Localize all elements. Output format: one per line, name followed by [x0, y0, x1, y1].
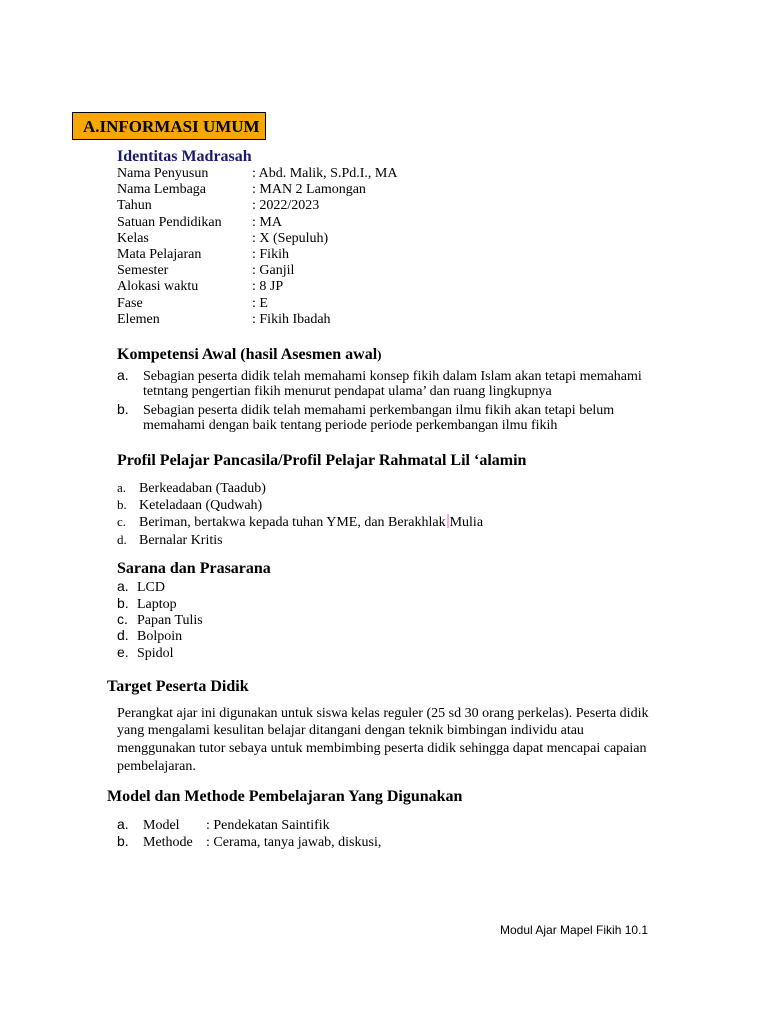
model-value: : Cerama, tanya jawab, diskusi,	[206, 835, 382, 850]
sarana-text: Bolpoin	[137, 629, 183, 644]
identitas-key: Kelas	[117, 231, 149, 246]
identitas-value: : MA	[252, 215, 282, 230]
identitas-row	[117, 312, 331, 328]
kompetensi-text: Sebagian peserta didik telah memahami konsep fikih dalam Islam akan tetapi memahami	[143, 369, 642, 384]
list-marker: e.	[117, 644, 129, 660]
identitas-value: : Fikih	[252, 247, 289, 262]
identitas-row	[117, 263, 294, 279]
sarana-text: LCD	[137, 580, 165, 595]
identitas-value: : 8 JP	[252, 279, 284, 294]
identitas-key: Fase	[117, 296, 143, 311]
identitas-value: : Ganjil	[252, 263, 295, 278]
sarana-item	[117, 644, 174, 662]
text-cursor	[447, 514, 449, 528]
identitas-key: Elemen	[117, 312, 160, 327]
list-marker: b.	[117, 595, 129, 611]
list-marker: c.	[117, 514, 127, 529]
list-marker: a.	[117, 367, 129, 383]
identitas-key: Tahun	[117, 198, 152, 213]
model-value: : Pendekatan Saintifik	[206, 818, 330, 833]
kompetensi-item	[117, 401, 614, 419]
kompetensi-item	[117, 367, 642, 385]
model-key: Model	[143, 818, 180, 833]
target-line: pembelajaran.	[117, 759, 196, 774]
kompetensi-text: Sebagian peserta didik telah memahami perkembangan ilmu fikih akan tetapi belum	[143, 403, 615, 418]
sarana-item	[117, 578, 165, 596]
identitas-key: Nama Penyusun	[117, 166, 209, 181]
identitas-row	[117, 279, 283, 295]
kompetensi-text-continued: tetntang pengertian fikih menurut pendapat ulama’ dan ruang lingkupnya	[143, 384, 552, 399]
model-title: Model dan Methode Pembelajaran Yang Digunakan	[107, 788, 463, 805]
sarana-title: Sarana dan Prasarana	[117, 560, 271, 577]
list-marker: a.	[117, 816, 129, 832]
section-banner: A.INFORMASI UMUM	[72, 112, 266, 140]
identitas-value: : E	[252, 296, 268, 311]
identitas-row	[117, 296, 268, 312]
identitas-key: Alokasi waktu	[117, 279, 199, 294]
identitas-row	[117, 215, 282, 231]
list-marker: b.	[117, 497, 127, 512]
kompetensi-text-continued: memahami dengan baik tentang periode periode perkembangan ilmu fikih	[143, 418, 558, 433]
identitas-key: Semester	[117, 263, 169, 278]
identitas-value: : MAN 2 Lamongan	[252, 182, 366, 197]
identitas-row	[117, 182, 366, 198]
identitas-value: : 2022/2023	[252, 198, 320, 213]
list-marker: c.	[117, 611, 128, 627]
identitas-title: Identitas Madrasah	[117, 148, 252, 165]
sarana-text: Spidol	[137, 646, 174, 661]
profil-text: Berkeadaban (Taadub)	[139, 481, 266, 496]
list-marker: b.	[117, 833, 129, 849]
kompetensi-title-end: )	[377, 347, 382, 362]
list-marker: a.	[117, 480, 127, 495]
profil-item	[117, 532, 223, 549]
target-title: Target Peserta Didik	[107, 678, 249, 695]
identitas-row	[117, 198, 319, 214]
identitas-key: Mata Pelajaran	[117, 247, 202, 262]
target-line: Perangkat ajar ini digunakan untuk siswa kelas reguler (25 sd 30 orang perkelas). Peserta didik	[117, 706, 649, 721]
list-marker: a.	[117, 578, 129, 594]
profil-text: Bernalar Kritis	[139, 533, 223, 548]
profil-item	[117, 514, 483, 531]
target-line: yang mengalami kesulitan belajar ditangani dengan teknik bimbingan individu atau	[117, 723, 584, 738]
profil-title: Profil Pelajar Pancasila/Profil Pelajar Rahmatal Lil ‘alamin	[117, 452, 527, 469]
list-marker: b.	[117, 401, 129, 417]
profil-item	[117, 497, 262, 514]
identitas-key: Nama Lembaga	[117, 182, 207, 197]
model-key: Methode	[143, 835, 193, 850]
profil-text: Beriman, bertakwa kepada tuhan YME, dan Berakhlak	[139, 515, 446, 530]
identitas-row	[117, 231, 328, 247]
kompetensi-title	[117, 346, 382, 364]
model-item	[117, 816, 330, 834]
profil-item	[117, 480, 266, 497]
kompetensi-title-text: Kompetensi Awal (hasil Asesmen awal	[117, 346, 378, 363]
sarana-item	[117, 627, 182, 645]
identitas-row	[117, 247, 289, 263]
identitas-value: : Fikih Ibadah	[252, 312, 331, 327]
target-line: menggunakan tutor sebaya untuk membimbing peserta didik sehingga dapat mencapai capaian	[117, 741, 647, 756]
identitas-key: Satuan Pendidikan	[117, 215, 222, 230]
model-item	[117, 833, 381, 851]
sarana-text: Papan Tulis	[137, 613, 203, 628]
sarana-text: Laptop	[137, 597, 177, 612]
list-marker: d.	[117, 532, 127, 547]
identitas-row	[117, 166, 397, 182]
profil-text: Keteladaan (Qudwah)	[139, 498, 263, 513]
list-marker: d.	[117, 627, 129, 643]
identitas-value: : Abd. Malik, S.Pd.I., MA	[252, 166, 398, 181]
page-footer: Modul Ajar Mapel Fikih 10.1	[500, 923, 649, 937]
profil-text-end: Mulia	[449, 515, 484, 530]
identitas-value: : X (Sepuluh)	[252, 231, 329, 246]
